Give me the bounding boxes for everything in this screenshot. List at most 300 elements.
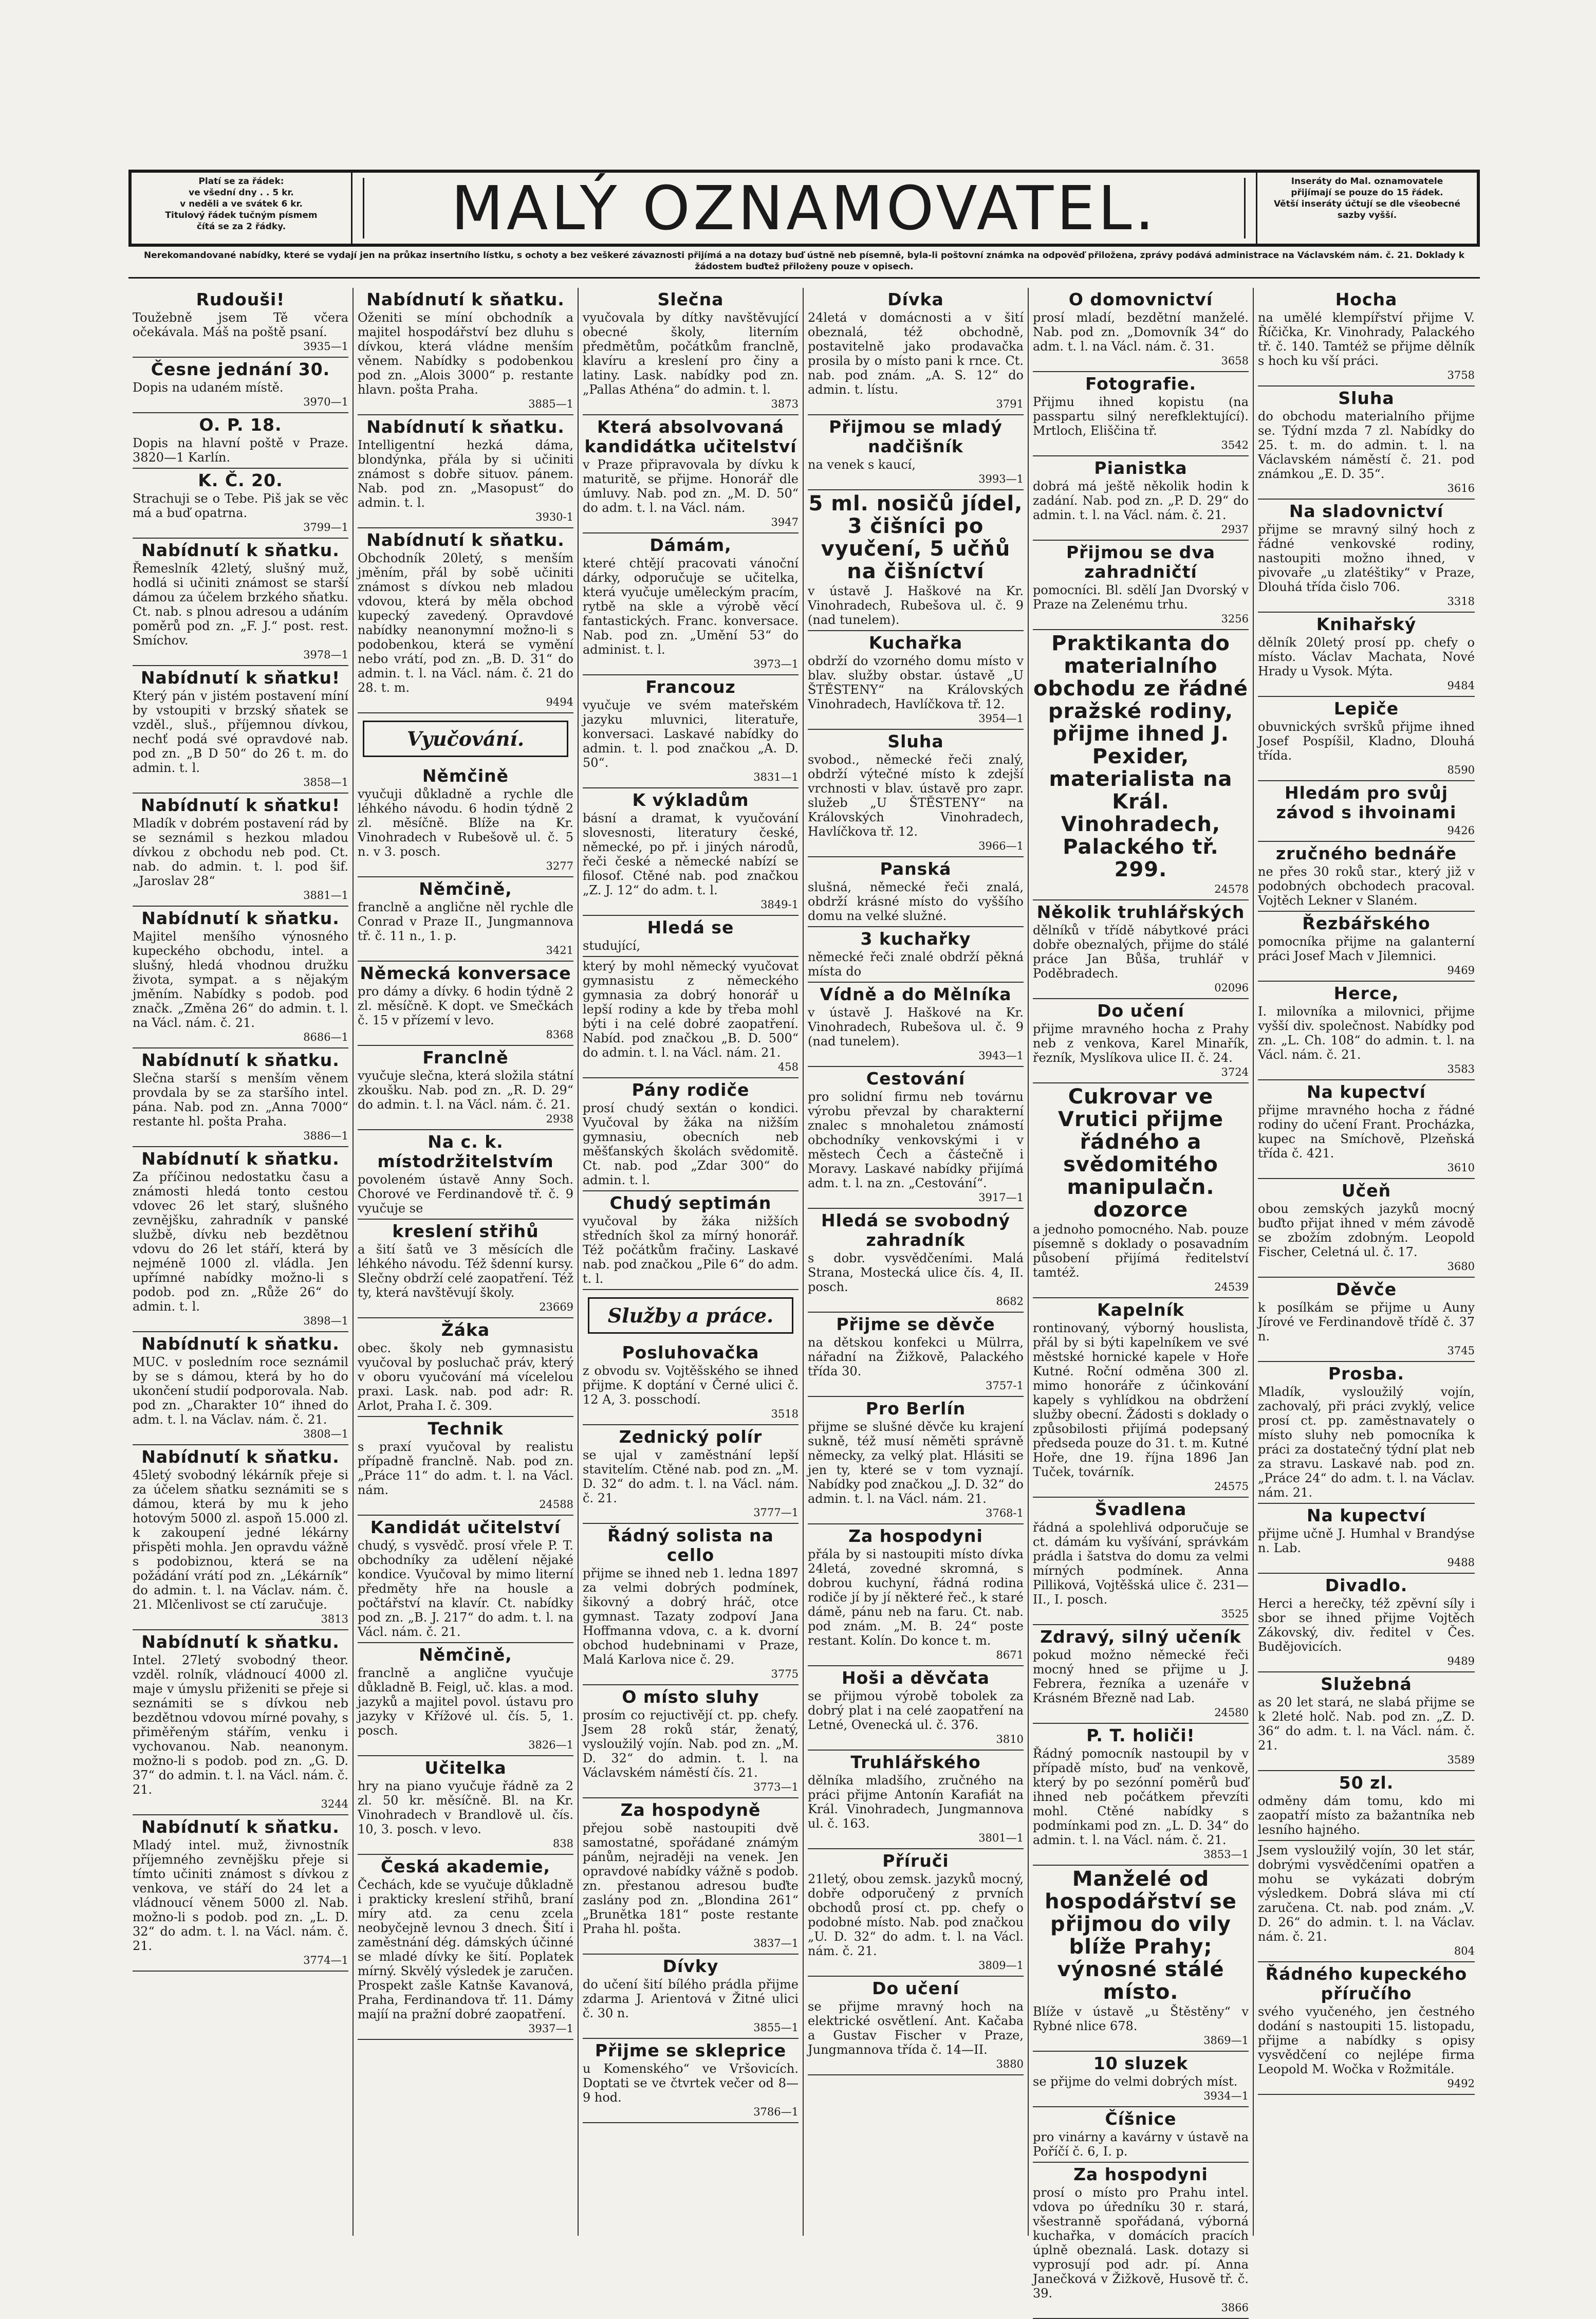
ad-title: Dívka (887, 289, 944, 309)
ad-title: K. Č. 20. (198, 470, 283, 490)
ad-column-6 (1254, 288, 1479, 2236)
ad-title: Nabídnutí k sňatku. (141, 540, 340, 560)
classified-ad (583, 788, 799, 916)
ad-number: 8686—1 (303, 1031, 348, 1043)
ad-text: na venek s kaucí, (808, 457, 916, 472)
ad-title: 3 kuchařky (860, 929, 971, 949)
ad-number: 3954—1 (978, 712, 1024, 725)
ad-text: Mladý intel. muž, živnostník příjemného zevnějšku přeje si tímto učiniti známost s dívkou z venkova, ve stáří do 24 let a vládnoucí věnem 5000 zl. Nab. možno-li s podob. pod zn. „L. D. 32“ do adm. t. l. na Václ. nám. č. 21. (133, 1838, 348, 1953)
ad-number: 3885—1 (528, 398, 573, 410)
ad-number: 3970—1 (303, 396, 348, 408)
ad-number: 3810 (996, 1733, 1024, 1745)
ad-text: dobrá má ještě několik hodin k zadání. Nab. pod zn. „P. D. 29“ do admin. t. l. na Václ. nám. č. 21. (1033, 479, 1249, 522)
ad-number: 3583 (1447, 1063, 1475, 1075)
ad-title: Knihařský (1316, 614, 1417, 634)
ad-title: Praktikanta do materialního obchodu ze řádné pražské rodiny, přijme ihned J. Pexider, materialista na Král. Vinohradech, Palackého tř. 299. (1033, 632, 1249, 881)
ad-title: Pianistka (1094, 458, 1187, 478)
ad-text: u Komenského“ ve Vršovicích. Doptati se ve čtvrtek večer od 8—9 hod. (583, 2062, 799, 2105)
classified-ad (1258, 1574, 1475, 1672)
ad-number: 3616 (1447, 482, 1475, 494)
ad-text: prosí chudý sextán o kondici. Vyučoval by žáka na nižším gymnasiu, obecních neb měšťanských školách svědomitě. Ct. nab. pod „Zdar 300“ do admin. t. l. (583, 1101, 799, 1187)
ad-title: Která absolvovaná kandidátka učitelství (584, 417, 797, 456)
ad-title: Žáka (441, 1320, 490, 1340)
ad-text: dělník 20letý prosí pp. chefy o místo. Václav Machata, Nové Hrady u Vysok. Mýta. (1258, 635, 1475, 678)
ad-column-4 (804, 288, 1029, 2236)
classified-ad (358, 1417, 573, 1516)
ad-column-5 (1029, 288, 1254, 2314)
masthead-left-line: čítá se za 2 řádky. (196, 222, 286, 232)
masthead-right-line: Inseráty do Mal. oznamovatele (1291, 176, 1443, 187)
ad-number: 3542 (1221, 439, 1249, 451)
ad-text: prosí o místo pro Prahu intel. vdova po úředníku 30 r. stará, všestranně spořádaná, výborná kuchařka, v domácích pracích úplně obeznalá. Lask. dotazy si vyprosují pod adr. pí. Anna Janečková v Žižkově, Husově tř. č. 39. (1033, 2185, 1249, 2300)
ad-column-3 (579, 288, 804, 2236)
ad-title: Divadlo. (1325, 1575, 1408, 1595)
ad-number: 3934—1 (1203, 2090, 1249, 2102)
ad-number: 3866 (1221, 2302, 1249, 2314)
ad-title: Hledá se svobodný zahradník (821, 1210, 1010, 1250)
ad-text: 21letý, obou zemsk. jazyků mocný, dobře odporučený z prvních obchodů prosí ct. pp. chefy o podobné místo. Nab. pod značkou „U. D. 32“ do adm. t. l. na Václ. nám. č. 21. (808, 1872, 1024, 1958)
ad-number: 24539 (1214, 1281, 1249, 1293)
classified-ad (1033, 1625, 1249, 1724)
ad-title: P. T. holiči! (1086, 1725, 1195, 1745)
ad-title: Příruči (882, 1851, 949, 1871)
ad-title: Nabídnutí k sňatku. (141, 1817, 340, 1837)
ad-text: do obchodu materialního přijme se. Týdní mzda 7 zl. Nabídky do 25. t. m. do admin. t. l. na Václavském náměstí č. 21. pod známkou „E. D. 35“. (1258, 409, 1475, 481)
ad-text: Jsem vysloužilý vojín, 30 let stár, dobrými vysvědčeními opatřen a mohu se vykázati dobrým výsledkem. Dobrá sláva mi ctí zaručena. Ct. nab. pod znám. „V. D. 26“ do admin. t. l. na Václav. nám. č. 21. (1258, 1843, 1475, 1944)
ad-number: 9488 (1447, 1556, 1475, 1569)
classified-ad (1033, 456, 1249, 541)
ad-column-1 (128, 288, 354, 2236)
ad-number: 9492 (1447, 2077, 1475, 2090)
ad-number: 3880 (996, 2058, 1024, 2070)
ad-number: 2938 (546, 1113, 573, 1125)
ad-title: Vídně a do Mělníka (820, 984, 1012, 1004)
ad-title: Za hospodyně (620, 1800, 761, 1820)
ad-text: Slečna starší s menším věnem provdala by se za staršího intel. pána. Nab. pod zn. „Anna 7000“ restante hl. pošta Praha. (133, 1071, 348, 1129)
classified-ad (1258, 1278, 1475, 1362)
ad-title: Sluha (887, 731, 944, 751)
ad-title: Lepiče (1333, 698, 1399, 719)
classified-ad (1258, 288, 1475, 386)
ad-title: Nabídnutí k sňatku. (141, 1334, 340, 1354)
ad-title: 50 zl. (1339, 1773, 1394, 1793)
ad-number: 24588 (539, 1498, 573, 1511)
classified-ad (133, 288, 348, 358)
masthead-left-line: Titulový řádek tučným písmem (165, 210, 318, 220)
ad-number: 3966—1 (978, 840, 1024, 852)
ad-title: Truhlářského (850, 1752, 981, 1772)
ad-text: přijme učně J. Humhal v Brandýse n. Lab. (1258, 1526, 1475, 1555)
ad-title: Německá konversace (360, 963, 571, 983)
ad-text: I. milovníka a milovnici, přijme vyšší div. společnost. Nabídky pod zn. „L. Ch. 108“ do admin. t. l. na Václ. nám. č. 21. (1258, 1004, 1475, 1062)
ad-number: 3813 (321, 1613, 348, 1625)
ad-number: 8671 (996, 1649, 1024, 1661)
ad-text: básní a dramat, k vyučování slovesnosti, literatury české, německé, po př. i jiných národů, řeči české a německé nabízí se filosof. Ctěné nab. pod značkou „Z. J. 12“ do adm. t. l. (583, 811, 799, 897)
ad-text: obec. školy neb gymnasistu vyučoval by posluchač práv, který v oboru vyučování má vícelelou praxi. Lask. nab. pod adr: R. Arlot, Praha I. č. 309. (358, 1341, 573, 1413)
classified-ad (1258, 1672, 1475, 1771)
ad-title: Rudouši! (196, 289, 285, 309)
ad-title: Řezbářského (1302, 913, 1431, 933)
ad-text: vyučuje slečna, která složila státní zkoušku. Nab. pod zn. „R. D. 29“ do admin. t. l. na Václ. nám. č. 21. (358, 1069, 573, 1112)
ad-number: 3947 (771, 516, 799, 528)
ad-text: do učení šití bílého prádla přijme zdarma J. Arientová v Žitné ulici č. 30 n. (583, 1977, 799, 2020)
ad-title: Manželé od hospodářství se přijmou do vily blíže Prahy; výnosné stálé místo. (1045, 1867, 1237, 2004)
ad-title: Chudý septimán (609, 1193, 772, 1213)
ad-text: Čechách, kde se vyučuje důkladně i prakticky kreslení střihů, braní míry atd. za cenu zcela neobyčejně levnou 3 dnech. Šití i zaměstnání dég. dámských účinné se mladé dívky ke šití. Poplatek mírný. Skvělý výsledek je zaručen. Prospekt zašle Katnše Kavanová, Praha, Ferdinandova tř. 11. Dámy majíí na pražní dobré zaopatření. (358, 1878, 573, 2021)
ad-number: 3809—1 (978, 1959, 1024, 1972)
classified-ad (808, 1397, 1024, 1524)
ad-text: vyučuje ve svém mateřském jazyku mluvnici, literatuře, konversaci. Laskavé nabídky do admin. t. l. pod značkou „A. D. 50“. (583, 698, 799, 770)
ad-title: Děvče (1335, 1279, 1397, 1299)
ad-title: Kapelník (1097, 1300, 1184, 1320)
ad-number: 3757-1 (986, 1379, 1024, 1392)
classified-ad (1033, 900, 1249, 999)
masthead-left-line: Platí se za řádek: (198, 176, 284, 187)
classified-ad (358, 1220, 573, 1318)
classified-ad (583, 1955, 799, 2039)
ad-number: 3978—1 (303, 649, 348, 661)
ad-title: Nabídnutí k sňatku. (141, 1149, 340, 1169)
ad-title: Posluhovačka (622, 1342, 759, 1363)
classified-ad (358, 1516, 573, 1643)
ad-text: Majitel menšího výnosného kupeckého obchodu, intel. a slušný, hledá vhodnou družku života, sympat. a s nějakým jměním. Nabídky s podob. pod značk. „Změna 26“ do admin. t. l. na Václ. nám. č. 21. (133, 929, 348, 1030)
ad-text: ne přes 30 roků star., který již v podobných obchodech pracoval. Vojtěch Lekner v Slaném. (1258, 864, 1475, 908)
ad-text: Oženiti se míní obchodník a majitel hospodářství bez dluhu s dívkou, která vládne menším věnem. Nabídky s podobenkou pod zn. „Alois 3000“ p. restante hlavn. pošta Praha. (358, 310, 573, 397)
ad-number: 02096 (1214, 982, 1249, 994)
ad-number: 3768-1 (986, 1507, 1024, 1519)
classified-ad (1258, 912, 1475, 982)
ad-text: slušná, německé řeči znalá, obdrží krásné místo do vyššího domu na velké služné. (808, 880, 1024, 923)
classified-ad (358, 288, 573, 415)
classified-ad (358, 1643, 573, 1756)
ad-text: s dobr. vysvědčeními. Malá Strana, Mostecká ulice čís. 4, II. posch. (808, 1251, 1024, 1294)
ad-text: pomocníci. Bl. sdělí Jan Dvorský v Praze na Zelenému trhu. (1033, 583, 1249, 612)
classified-ad (133, 666, 348, 794)
ad-title: O. P. 18. (199, 415, 282, 435)
ad-title: Technik (428, 1419, 504, 1439)
ad-text: Obchodník 20letý, s menším jměním, přál by sobě učiniti známost s dívkou neb mladou vdovou, která by měla obchod kupecký zavedený. Opravdové nabídky neanonymní možno-li s podobenkou, která se vymění nebo vrátí, pod zn. „B. D. 31“ do admin. t. l. na Václ. nám. č. 21 do 28. t. m. (358, 551, 573, 695)
ad-number: 3993—1 (978, 473, 1024, 485)
ad-title: Francouz (645, 677, 736, 697)
ad-number: 3589 (1447, 1754, 1475, 1766)
ad-text: přála by si nastoupiti místo dívka 24letá, zovedné skromná, s dobrou kuchyní, řádná rodina rodiče jí by jí některé řeč., k staré dámě, pánu neb na faru. Ct. nab. pod znám. „M. B. 24“ poste restant. Kolín. Do konce t. m. (808, 1547, 1024, 1648)
ad-text: Přijmu ihned kopistu (na passpartu silný nerefklektující). Mrtloch, Eliščina tř. (1033, 395, 1249, 438)
classified-ad (583, 1078, 799, 1191)
classified-ad (358, 1855, 573, 2040)
classified-ad (133, 469, 348, 539)
classified-ad (1258, 386, 1475, 500)
ad-title: Řádného kupeckého příručího (1265, 1964, 1468, 2003)
ad-number: 3801—1 (978, 1832, 1024, 1844)
ad-title: zručného bednáře (1275, 843, 1457, 863)
ad-text: Mladík, vysloužilý vojín, zachovalý, při práci zvyklý, velice prosí ct. pp. zaměstnavately o místo sluhy neb pomocníka k práci za dostatečný týdní plat neb za stravu. Laskavé nab. pod zn. „Práce 24“ do adm. t. l. na Václav. nám. 21. (1258, 1385, 1475, 1500)
classified-ad (1258, 1841, 1475, 1962)
classified-ad (808, 1751, 1024, 1849)
ad-text: přijme mravného hocha z Prahy neb z venkova, Karel Minařík, řezník, Myslíkova ulice II. č. 24. (1033, 1022, 1249, 1065)
classified-ad (1033, 630, 1249, 900)
ad-text: a šití šatů ve 3 měsících dle léhkého návodu. Též šdenní kursy. Slečny obdrží celé zaopatření. Též ty, která navštěvují školy. (358, 1242, 573, 1300)
ad-text: z obvodu sv. Vojtěšského se ihned přijme. K doptání v Černé ulici č. 12 A, 3. posschodí. (583, 1364, 799, 1407)
ad-number: 3869—1 (1203, 2034, 1249, 2047)
ad-title: Nabídnutí k sňatku. (366, 417, 565, 437)
ad-text: Za příčinou nedostatku času a známosti hledá tonto cestou vdovec 26 let starý, slušného zevnějšku, zahradník v panské službě, dívku neb bezdětnou vdovu do 26 let stáří, která by nejméně 1000 zl. vládla. Jen upřímné nabídky možno-li s podob. pod zn. „Růže 26“ do admin. t. l. (133, 1170, 348, 1314)
masthead-right-line: Větší inseráty účtují se dle všeobecné sazby vyšší. (1273, 199, 1461, 220)
ad-number: 3799—1 (303, 521, 348, 533)
classified-ad (358, 1046, 573, 1130)
classified-ad (1258, 1179, 1475, 1278)
ad-number: 8368 (546, 1028, 573, 1041)
classified-ad (583, 1798, 799, 1955)
classified-ad (1033, 2107, 1249, 2163)
ad-title: Nabídnutí k sňatku. (366, 530, 565, 550)
classified-ad (583, 533, 799, 675)
classified-ad (1258, 1771, 1475, 1841)
ad-number: 3724 (1221, 1066, 1249, 1078)
ad-text: se ujal v zaměstnání lepší stavitelím. Ctěné nab. pod zn. „M. D. 32“ do adm. t. l. na Václ. nám. č. 21. (583, 1448, 799, 1505)
ad-text: řádná a spolehlivá odporučuje se ct. dámám ku vyšívání, správkám prádla i šatstva do domu za velmi mírných podmínek. Anna Pilliková, Vojtěšská ulice č. 231—II., I. posch. (1033, 1520, 1249, 1607)
classified-ad (358, 1318, 573, 1417)
ad-title: Pány rodiče (632, 1080, 750, 1100)
classified-ad (808, 730, 1024, 857)
ad-title: Za hospodyni (1073, 2164, 1208, 2184)
ad-text: odměny dám tomu, kdo mi zaopatří místo za bažantníka neb lesního hajného. (1258, 1794, 1475, 1837)
ad-text: franclně a anglične něl rychle dle Conrad v Praze II., Jungmannova tř. č. 11 n., 1. p. (358, 900, 573, 943)
classified-ad (583, 1191, 799, 1290)
ad-text: hry na piano vyučuje řádně za 2 zl. 50 kr. měsíčně. Bl. na Kr. Vinohradech v Brandlově ul. čís. 10, 3. posch. v levo. (358, 1779, 573, 1836)
ad-text: vyučuji důkladně a rychle dle léhkého návodu. 6 hodin týdně 2 zl. měsíčně. Blíže na Kr. Vinohradech v Rubešově ul. č. 5 n. v 3. posch. (358, 787, 573, 859)
ad-title: Kuchařka (868, 633, 963, 653)
ad-columns (128, 288, 1480, 2314)
classified-ad (1258, 1962, 1475, 2095)
ad-text: se přijme do velmi dobrých míst. (1033, 2074, 1238, 2089)
ad-title: Zdravý, silný učeník (1040, 1627, 1241, 1647)
ad-title: Přijme se skleprice (595, 2040, 787, 2060)
ad-text: v ústavě J. Haškové na Kr. Vinohradech, Rubešova ul. č. 9 (nad tunelem). (808, 1005, 1024, 1048)
ad-text: as 20 let stará, ne slabá přijme se k 2leté holč. Nab. pod zn. „Z. D. 36“ do adm. t. l. na Václ. nám. č. 21. (1258, 1695, 1475, 1753)
ad-title: O místo sluhy (622, 1687, 759, 1707)
ad-title: Nabídnutí k sňatku! (140, 668, 341, 688)
ad-text: pokud možno německé řeči mocný hned se přijme u J. Febrera, řezníka a uzenáře v Krásném Březně nad Lab. (1033, 1648, 1249, 1705)
ad-number: 3791 (996, 398, 1024, 410)
ad-number: 8682 (996, 1295, 1024, 1308)
ad-title: O domovnictví (1068, 289, 1213, 309)
ad-number: 3808—1 (303, 1428, 348, 1440)
ad-title: Nabídnutí k sňatku! (140, 795, 341, 815)
classified-ad (1258, 982, 1475, 1080)
ad-title: Číšnice (1105, 2109, 1177, 2129)
ad-title: Hledám pro svůj závod s ihvoinami (1276, 783, 1457, 822)
ad-text: chudý, s vysvědč. prosí vřele P. T. obchodníky za udělení nějaké kondice. Vyučoval by mimo literní předměty hře na housle a počtářství na klavír. Ct. nabídky pod zn. „B. J. 217“ do adm. t. l. na Václ. nám. č. 21. (358, 1538, 573, 1639)
ad-text: se přijmou výrobě tobolek za dobrý plat i na celé zaopatření na Letné, Ovenecká ul. č. 376. (808, 1689, 1024, 1732)
classified-ad (1033, 2163, 1249, 2319)
ad-title: Na kupectví (1307, 1082, 1426, 1102)
classified-ad (1033, 372, 1249, 456)
ad-text: německé řeči znalé obdrží pěkná místa do (808, 950, 1024, 979)
ad-text: na dětskou konfekci u Mülrra, nářadní na Žižkově, Palackého třída 30. (808, 1335, 1024, 1378)
ad-title: Do učení (1097, 1001, 1184, 1021)
ad-title: Němčině, (419, 879, 512, 899)
ad-text: povoleném ústavě Anny Soch. Chorové ve Ferdinandově tř. č. 9 vyučuje se (358, 1172, 573, 1216)
ad-number: 3256 (1221, 613, 1249, 625)
ad-text: které chtějí pracovati vánoční dárky, odporučuje se učitelka, která vyučuje uměleckým pracím, rytbě na skle a výrobě věcí fantastických. Franc. konversace. Nab. pod zn. „Umění 53“ do administ. t. l. (583, 556, 799, 657)
classified-ad (133, 907, 348, 1048)
ad-title: Cukrovar ve Vrutici přijme řádného a svědomitého manipulačn. dozorce (1058, 1085, 1223, 1222)
ad-number: 3680 (1447, 1260, 1475, 1273)
ad-text: přijme se slušné děvče ku krajení sukně, též musí něměti správně německy, za velký plat. Hlásiti se jen ty, které se v tom vyznají. Nabídky pod značkou „J. D. 32“ do admin. t. l. na Václ. nám. 21. (808, 1420, 1024, 1506)
classified-ad (1033, 1498, 1249, 1625)
ad-text: pro solidní firmu neb továrnu výrobu převzal by charakterní znalec s mnohaletou známostí obchodníky venkovskými i v městech Čech a částečně i Moravy. Laskavé nabídky přijímá adm. t. l. na zn. „Cestování“. (808, 1090, 1024, 1190)
ad-title: Hoši a děvčata (842, 1668, 990, 1688)
classified-ad (1258, 1504, 1475, 1574)
ad-title: Dámám, (649, 535, 732, 555)
ad-text: obou zemských jazyků mocný buďto přijat ihned v mém závodě se zbožím zdobným. Leopold Fischer, Celetná ul. č. 17. (1258, 1202, 1475, 1259)
ad-number: 3525 (1221, 1608, 1249, 1620)
ad-text: dělníka mladšího, zručného na práci přijme Antonín Karafiát na Král. Vinohradech, Jungmannova ul. č. 163. (808, 1773, 1024, 1831)
ad-number: 3849-1 (760, 898, 799, 911)
ad-number: 3930-1 (535, 511, 573, 523)
ad-title: Pro Berlín (865, 1398, 966, 1419)
ad-number: 3826—1 (528, 1739, 573, 1751)
classified-ad (808, 1524, 1024, 1666)
ad-text: v ústavě J. Haškové na Kr. Vinohradech, Rubešova ul. č. 9 (nad tunelem). (808, 584, 1024, 627)
ad-title: Přijmou se mladý nadčišník (829, 417, 1003, 456)
ad-number: 3855—1 (753, 2021, 799, 2034)
ad-number: 9484 (1447, 679, 1475, 692)
ad-number: 3898—1 (303, 1315, 348, 1327)
ad-text: a jednoho pomocného. Nab. pouze písemně s doklady o posavadním působení přijímá ředitelství tamtéž. (1033, 1222, 1249, 1280)
ad-number: 9489 (1447, 1655, 1475, 1667)
ad-title: Na c. k. místodržitelstvím (377, 1132, 554, 1171)
classified-ad (1258, 842, 1475, 912)
ad-title: Několik truhlářských (1036, 902, 1245, 922)
ad-number: 3943—1 (978, 1050, 1024, 1062)
ad-title: 5 ml. nosičů jídel, 3 čišníci po vyučení, 5 učňů na čišníctví (808, 492, 1023, 583)
ad-number: 3837—1 (753, 1937, 799, 1949)
ad-text: přijme mravného hocha z řádné rodiny do učení Frant. Procházka, kupec na Smíchově, Plzeňská třída č. 421. (1258, 1103, 1475, 1161)
ad-title: Nabídnutí k sňatku. (141, 1632, 340, 1652)
classified-ad (808, 927, 1024, 983)
classified-ad (358, 962, 573, 1046)
ad-title: Herce, (1333, 983, 1399, 1003)
ad-text: vyučoval by žáka nižších středních škol za mírný honorář. Též počátkům fračiny. Laskavé nab. pod značkou „Pile 6“ do adm. t. l. (583, 1214, 799, 1286)
ad-text: k posílkám se přijme u Auny Jírové ve Ferdinandově třídě č. 37 n. (1258, 1300, 1475, 1343)
section-heading: Vyučování. (363, 721, 568, 757)
classified-ad (583, 957, 799, 1078)
classified-ad (133, 1815, 348, 1972)
ad-text: Toužebně jsem Tě včera očekávala. Máš na poště psaní. (133, 310, 348, 339)
classified-ad (133, 1147, 348, 1332)
ad-title: Nabídnutí k sňatku. (141, 1447, 340, 1467)
classified-ad (1033, 2052, 1249, 2107)
classified-ad (133, 1332, 348, 1445)
ad-title: Sluha (1338, 388, 1395, 408)
ad-number: 3937—1 (528, 2022, 573, 2035)
ad-title: Přijmou se dva zahradničtí (1066, 542, 1216, 582)
ad-text: franclně a anglične vyučuje důkladně B. Feigl, uč. klas. a mod. jazyků a majitel povol. ústavu pro jazyky v Křížové ul. čís. 5, 1. posch. (358, 1666, 573, 1738)
classified-ad (358, 764, 573, 877)
classified-ad (1033, 999, 1249, 1083)
ad-title: Fotografie. (1085, 374, 1197, 394)
ad-number: 3758 (1447, 369, 1475, 381)
classified-ad (358, 415, 573, 528)
classified-ad (133, 539, 348, 666)
ad-title: Hocha (1335, 289, 1398, 309)
ad-title: Nabídnutí k sňatku. (141, 1050, 340, 1070)
ad-text: svého vyučeného, jen čestného dodání s nastoupiti 15. listopadu, přijme a nabídky s opisy vysvědčení co nejlépe firma Leopold M. Wočka v Rožmitále. (1258, 2004, 1475, 2076)
ad-text: studující, (583, 938, 641, 953)
ad-number: 3973—1 (753, 658, 799, 670)
classified-ad (133, 1445, 348, 1630)
classified-ad (583, 288, 799, 415)
ad-number: 2937 (1221, 523, 1249, 536)
masthead-rules (1256, 173, 1477, 244)
ad-text: Který pán v jistém postavení míní by vstoupiti v brzský sňatek se vzděl., sluš., příjemnou dívkou, nechť podá své opravdové nab. pod zn. „B D 50“ do 26 t. m. do admin. t. l. (133, 689, 348, 775)
classified-ad (583, 1524, 799, 1685)
ad-title: Dívky (662, 1956, 719, 1976)
ad-text: MUC. v posledním roce seznámil by se s dámou, která by ho do ukončení studií podporovala. Nab. pod zn. „Charakter 10“ ihned do adm. t. l. na Václav. nám. č. 21. (133, 1355, 348, 1427)
classified-ad (808, 1849, 1024, 1977)
ad-title: Učeň (1341, 1181, 1391, 1201)
ad-number: 24578 (1214, 883, 1249, 895)
ad-number: 9469 (1447, 964, 1475, 977)
classified-ad (808, 1977, 1024, 2075)
ad-number: 3935—1 (303, 340, 348, 353)
classified-ad (133, 413, 348, 469)
classified-ad (1033, 541, 1249, 630)
classified-ad (1033, 1083, 1249, 1298)
masthead-left-line: ve všední dny . . 5 kr. (189, 188, 294, 198)
ad-title: Kandidát učitelství (370, 1517, 561, 1537)
ad-text: svobod., německé řeči znalý, obdrží výtečné místo k zdejší vrchnosti v blav. ústavě pro zapr. služeb „U ŠTĚSTENY“ na Královských Vinohradech, Havlíčkova tř. 12. (808, 752, 1024, 839)
ad-title: Učitelka (424, 1758, 507, 1778)
ad-number: 8590 (1447, 764, 1475, 776)
classified-ad (808, 1209, 1024, 1313)
ad-title: Česne jednání 30. (151, 359, 330, 379)
ad-text: Dopis na udaném místě. (133, 380, 284, 395)
ad-text: s praxí vyučoval by realistu případně franclně. Nab. pod zn. „Práce 11“ do adm. t. l. na Václ. nám. (358, 1440, 573, 1497)
classified-ad (1258, 697, 1475, 781)
ad-text: Řemeslník 42letý, slušný muž, hodlá si učiniti známost se starší dámou za účelem brzkého sňatku. Ct. nab. s plnou adresou a udáním poměrů pod zn. „F. J.“ post. rest. Smíchov. (133, 561, 348, 648)
ad-title: Švadlena (1094, 1499, 1187, 1519)
ad-title: Panská (880, 859, 952, 879)
ad-number: 3881—1 (303, 889, 348, 901)
ad-text: Intelligentní hezká dáma, blondýnka, přála by si učiniti známost s dobře situov. pánem. Nab. pod zn. „Masopust“ do admin. t. l. (358, 438, 573, 510)
ad-number: 3858—1 (303, 776, 348, 788)
ad-column-2 (354, 288, 579, 2236)
ad-title: Česká akademie, (380, 1856, 551, 1876)
masthead-right-line: přijímají se pouze do 15 řádek. (1291, 188, 1443, 198)
ad-number: 3277 (546, 860, 573, 872)
ad-text: na umělé klempířství přijme V. Říčička, Kr. Vinohrady, Palackého tř. č. 140. Tamtéž se přijme dělník s hoch ku vší práci. (1258, 310, 1475, 368)
classified-ad (1033, 1866, 1249, 2052)
ad-number: 3917—1 (978, 1191, 1024, 1204)
ad-text: 45letý svobodný lékárník přeje si za účelem sňatku seznámiti se s dámou, která by mu k jeho hotovým 5000 zl. aspoň 15.000 zl. k zakoupení jedné lékárny přispěti mohla. Jen opravdu vážně s podobiznou, která se na požádání vrátí pod zn. „Lékárník“ do admin. t. l. na Václav. nám. č. 21. Mlčenlivost se ctí zaručuje. (133, 1468, 348, 1612)
section-heading: Služby a práce. (588, 1297, 793, 1334)
masthead-notice: Nerekomandované nabídky, které se vydají jen na průkaz insertního lístku, s ochoty a bez veškeré závaznosti přijímá a na dotazy buď ústně neb písemně, byla-li poštovní známka na odpověď přiložena, zprávy podává administrace na Václavském nám. č. 21. Doklady k žádostem buďtež přiloženy pouze v opisech. (128, 248, 1480, 279)
ad-title: K výkladům (632, 790, 749, 810)
ad-text: prosí mladí, bezdětní manželé. Nab. pod zn. „Domovník 34“ do adm. t. l. na Václ. nám. č. 31. (1033, 310, 1249, 354)
classified-ad (583, 1685, 799, 1798)
ad-number: 3318 (1447, 595, 1475, 608)
classified-ad (808, 1666, 1024, 1751)
masthead (128, 170, 1480, 247)
masthead-left-line: v neděli a ve svátek 6 kr. (180, 199, 303, 209)
ad-title: Němčině (422, 766, 509, 786)
ad-number: 3745 (1447, 1345, 1475, 1357)
ad-title: Zednický polír (619, 1427, 763, 1447)
ad-number: 3786—1 (753, 2106, 799, 2118)
ad-number: 9426 (1447, 824, 1475, 837)
